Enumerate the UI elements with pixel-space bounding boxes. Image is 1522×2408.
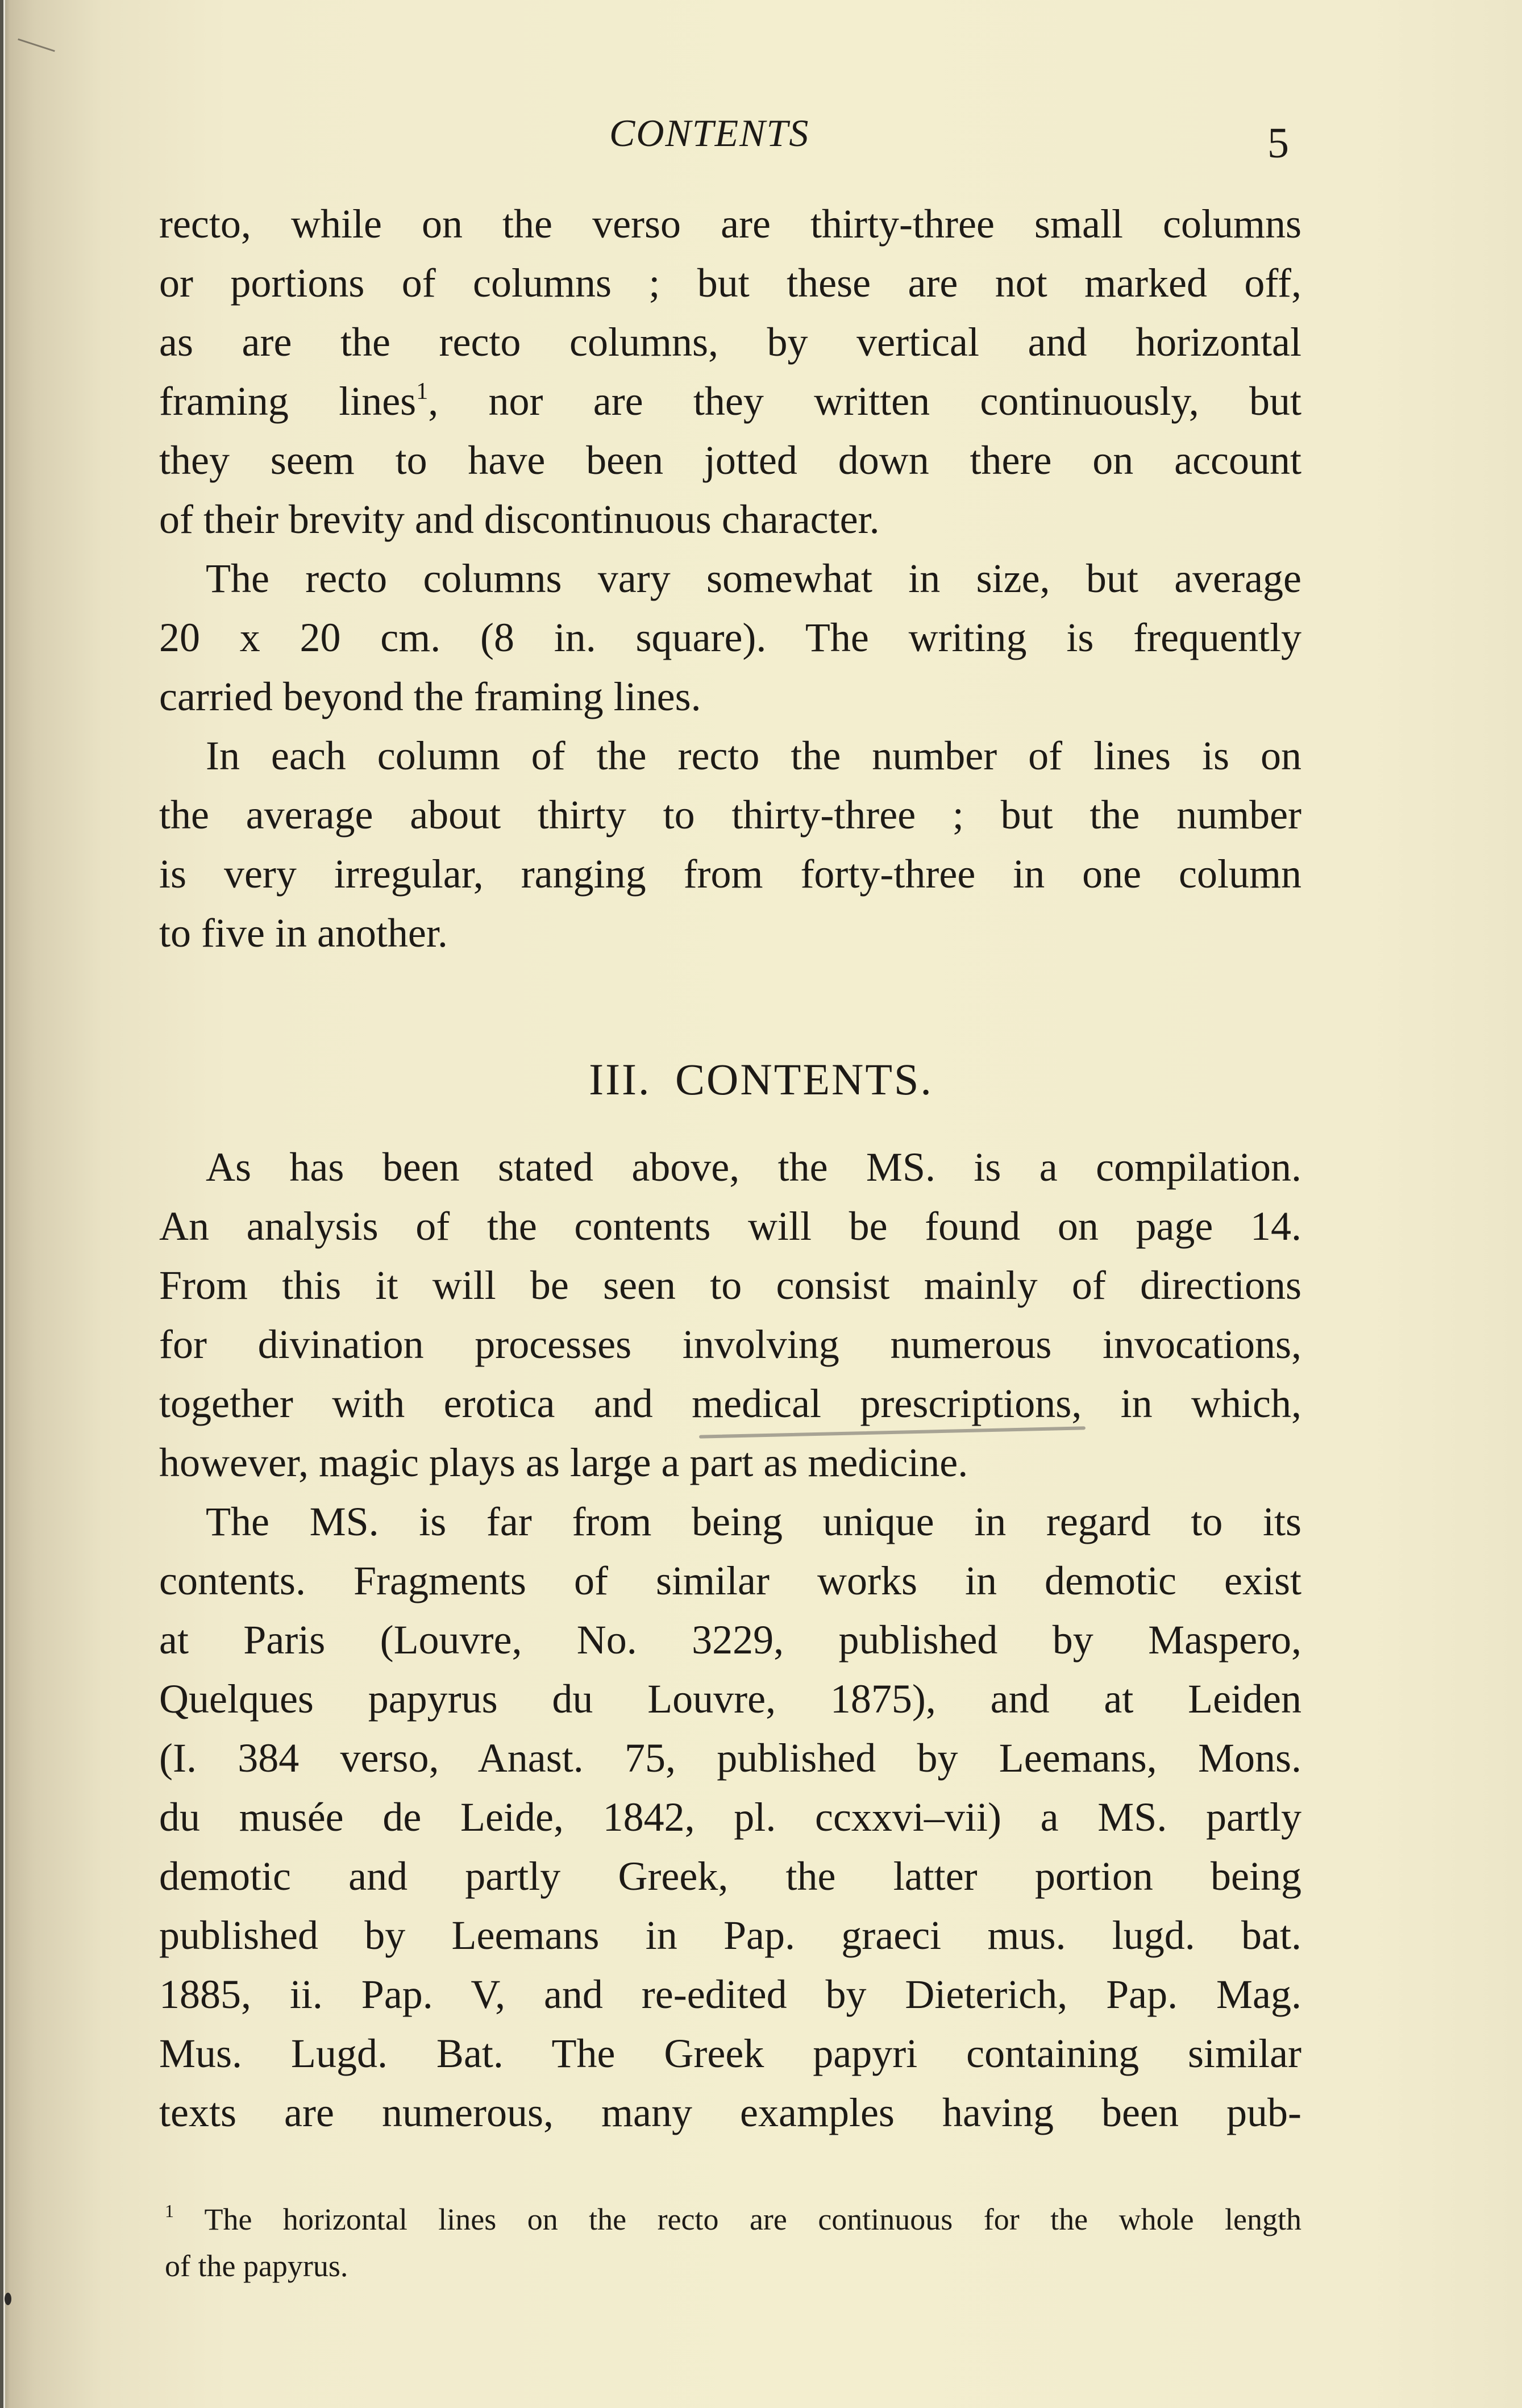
text-fragment: , nor are they written continuously, but: [428, 378, 1302, 424]
section-heading: III. CONTENTS.: [589, 1055, 933, 1104]
text-fragment: framing lines: [159, 378, 417, 424]
text-line: however, magic plays as large a part as medicine.: [159, 1440, 968, 1485]
footnote-line: of the papyrus.: [165, 2249, 348, 2283]
text-line: published by Leemans in Pap. graeci mus. lugd. bat.: [159, 1913, 1301, 1958]
text-line: As has been stated above, the MS. is a compilation.: [206, 1144, 1301, 1190]
text-line: at Paris (Louvre, No. 3229, published by Maspero,: [159, 1617, 1301, 1663]
text-fragment: The horizontal lines on the recto are continuous for the whole length: [204, 2202, 1301, 2236]
text-line: of their brevity and discontinuous character.: [159, 497, 880, 542]
body-text-top: [159, 194, 1301, 963]
text-line: Mus. Lugd. Bat. The Greek papyri containing similar: [159, 2031, 1301, 2076]
text-line-with-footnote-ref: [159, 372, 1301, 431]
text-line: or portions of columns ; but these are not marked off,: [159, 260, 1301, 306]
footnote-line: [165, 2196, 1301, 2243]
text-line: 1885, ii. Pap. V, and re-edited by Dieterich, Pap. Mag.: [159, 1972, 1301, 2017]
text-line: In each column of the recto the number of lines is on: [206, 733, 1301, 778]
running-title: CONTENTS: [609, 111, 810, 155]
text-line: for divination processes involving numerous invocations,: [159, 1322, 1301, 1367]
paragraph: [159, 1492, 1301, 2142]
text-line: The MS. is far from being unique in regard to its: [206, 1499, 1301, 1544]
paragraph: [159, 726, 1301, 963]
text-line: Quelques papyrus du Louvre, 1875), and at Leiden: [159, 1676, 1301, 1722]
text-line: to five in another.: [159, 910, 448, 956]
text-line: demotic and partly Greek, the latter portion being: [159, 1853, 1301, 1899]
footnote-reference[interactable]: 1: [416, 378, 429, 405]
text-line: An analysis of the contents will be found on page 14.: [159, 1203, 1301, 1249]
text-line: 20 x 20 cm. (8 in. square). The writing is frequently: [159, 615, 1301, 660]
text-line: together with erotica and medical prescriptions, in which,: [159, 1381, 1301, 1426]
text-line: they seem to have been jotted down there on account: [159, 438, 1301, 483]
ink-spot: [5, 2293, 11, 2305]
text-line: The recto columns vary somewhat in size, but average: [206, 556, 1301, 601]
text-line: (I. 384 verso, Anast. 75, published by Leemans, Mons.: [159, 1735, 1301, 1781]
pencil-mark: [18, 39, 55, 52]
book-spine-highlight: [3, 0, 5, 2408]
text-line: du musée de Leide, 1842, pl. ccxxvi–vii) a MS. partly: [159, 1794, 1301, 1840]
text-line: contents. Fragments of similar works in demotic exist: [159, 1558, 1301, 1603]
text-line: as are the recto columns, by vertical and horizontal: [159, 319, 1301, 365]
paragraph: [159, 549, 1301, 726]
paragraph: [159, 1138, 1301, 1492]
text-line: recto, while on the verso are thirty-three small columns: [159, 201, 1301, 247]
text-line: texts are numerous, many examples having been pub-: [159, 2090, 1301, 2135]
text-line: From this it will be seen to consist mainly of directions: [159, 1263, 1301, 1308]
text-line: carried beyond the framing lines.: [159, 674, 701, 719]
paragraph: [159, 194, 1301, 549]
body-text-section: [159, 1138, 1301, 2142]
text-line: the average about thirty to thirty-three ; but the number: [159, 792, 1301, 838]
page-number: 5: [1267, 119, 1289, 167]
footnote-marker: 1: [165, 2201, 174, 2221]
footnote: [165, 2196, 1301, 2289]
running-head: [0, 111, 1522, 167]
text-line: is very irregular, ranging from forty-three in one column: [159, 851, 1301, 897]
